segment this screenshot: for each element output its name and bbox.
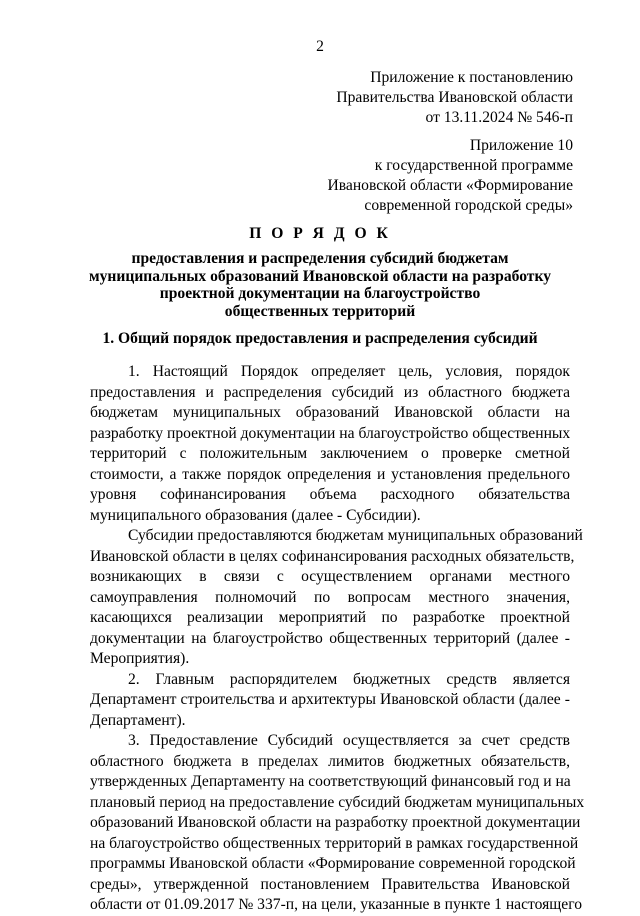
page-number: 2 — [316, 38, 324, 55]
paragraph-line: касающихся реализации мероприятий по разработке проектной — [90, 609, 570, 626]
paragraph-line: образований Ивановской области на разработку проектной документации — [90, 814, 581, 831]
subtitle-line: общественных территорий — [224, 302, 416, 320]
subtitle-line: предоставления и распределения субсидий бюджетам — [131, 250, 509, 267]
section-heading: 1. Общий порядок предоставления и распределения субсидий — [102, 330, 538, 347]
paragraph-line: Департамент). — [90, 711, 186, 729]
subtitle-line: муниципальных образований Ивановской области на разработку — [88, 267, 552, 285]
paragraph-line: бюджетам муниципальных образований Ивановской области на — [90, 404, 570, 421]
paragraph-line: уровня софинансирования объема расходного обязательства — [90, 486, 570, 503]
paragraph-line: территорий с положительным заключением о проверке сметной — [90, 445, 570, 462]
paragraph-line: Ивановской области в целях софинансирования расходных обязательств, — [90, 547, 575, 565]
paragraph-line: Субсидии предоставляются бюджетам муниципальных образований — [128, 527, 583, 544]
paragraph-line: самоуправления полномочий по вопросам местного значения, — [90, 588, 570, 606]
paragraph-line: плановый период на предоставление субсидий бюджетам муниципальных — [90, 793, 585, 811]
annex10-reference — [300, 136, 573, 216]
paragraph-line: Департамент строительства и архитектуры Ивановской области (далее - — [90, 691, 570, 708]
paragraph-line: области от 01.09.2017 № 337-п, на цели, указанные в пункте 1 настоящего — [90, 896, 583, 913]
document-title: П О Р Я Д О К — [249, 225, 391, 242]
annex-line: Приложение к постановлению — [370, 69, 573, 86]
paragraph-line: среды», утвержденной постановлением Правительства Ивановской — [90, 875, 570, 893]
annex10-line: к государственной программе — [374, 157, 573, 174]
paragraph-line: утвержденных Департаменту на соответствующий финансовый год и на — [90, 773, 571, 790]
paragraph-line: возникающих в связи с осуществлением органами местного — [90, 568, 570, 585]
annex-line: от 13.11.2024 № 546-п — [425, 109, 573, 126]
annex10-line: Приложение 10 — [469, 137, 573, 154]
annex-reference — [300, 68, 573, 128]
subtitle-line: проектной документации на благоустройство — [159, 285, 481, 302]
paragraph-line: документации на благоустройство общественных территорий (далее - — [90, 629, 570, 647]
paragraph-line: 3. Предоставление Субсидий осуществляется за счет средств — [128, 732, 570, 749]
paragraph-line: стоимости, а также порядок определения и установления предельного — [90, 465, 570, 483]
paragraph-line: разработку проектной документации на благоустройство общественных — [90, 424, 571, 442]
annex-line: Правительства Ивановской области — [336, 89, 573, 106]
paragraph-line: предоставления и распределения субсидий из областного бюджета — [90, 383, 570, 401]
paragraph-line: Мероприятия). — [90, 650, 190, 667]
body-text — [90, 362, 585, 916]
paragraph-line: муниципального образования (далее - Субсидии). — [90, 506, 421, 524]
paragraph-line: областного бюджета в пределах лимитов бюджетных обязательств, — [90, 752, 570, 770]
paragraph-line: 1. Настоящий Порядок определяет цель, условия, порядок — [128, 363, 570, 380]
paragraph-line: программы Ивановской области «Формирование современной городской — [90, 855, 576, 872]
document-subtitle — [0, 250, 640, 320]
paragraph-line: 2. Главным распорядителем бюджетных средств является — [128, 670, 570, 688]
annex10-line: Ивановской области «Формирование — [327, 177, 573, 194]
annex10-line: современной городской среды» — [364, 197, 573, 214]
paragraph-line: на благоустройство общественных территорий в рамках государственной — [90, 834, 579, 852]
